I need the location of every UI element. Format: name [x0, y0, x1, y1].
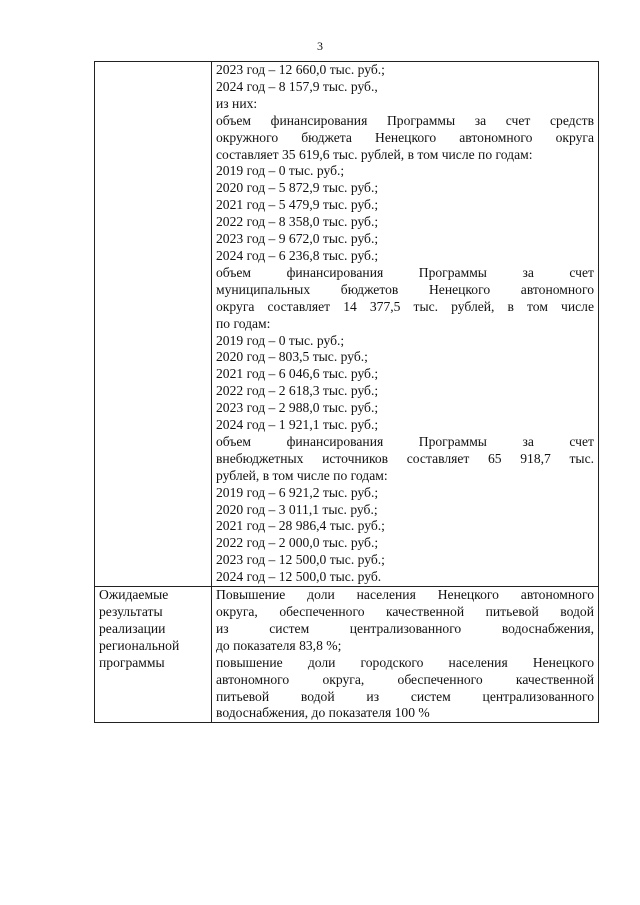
funding-text-line: из них:: [216, 95, 258, 111]
expected-results-text-line: питьевой водой из систем централизованного: [216, 688, 594, 704]
expected-results-content-cell: [212, 587, 599, 723]
funding-text-line: объем финансирования Программы за счет: [216, 264, 594, 280]
funding-text-line: 2023 год – 12 660,0 тыс. руб.;: [216, 62, 385, 77]
funding-text-line: 2021 год – 5 479,9 тыс. руб.;: [216, 197, 379, 213]
funding-text-line: 2019 год – 0 тыс. руб.;: [216, 332, 345, 348]
funding-text-line: объем финансирования Программы за счет средств: [216, 112, 594, 128]
funding-text-line: 2023 год – 9 672,0 тыс. руб.;: [216, 231, 379, 247]
expected-results-row: [95, 587, 599, 723]
funding-text-line: 2024 год – 12 500,0 тыс. руб.: [216, 569, 382, 585]
expected-results-label-line: программы: [99, 654, 165, 670]
expected-results-label-line: Ожидаемые: [99, 587, 169, 603]
funding-label-cell: [95, 62, 212, 587]
program-passport-table: [94, 61, 599, 723]
funding-text-line: 2020 год – 3 011,1 тыс. руб.;: [216, 501, 378, 517]
funding-text-line: 2024 год – 8 157,9 тыс. руб.,: [216, 78, 378, 94]
funding-text-line: объем финансирования Программы за счет: [216, 433, 594, 449]
funding-text-line: 2022 год – 2 000,0 тыс. руб.;: [216, 535, 379, 551]
expected-results-label-line: реализации: [99, 620, 166, 636]
funding-text-line: 2022 год – 2 618,3 тыс. руб.;: [216, 383, 379, 399]
expected-results-text-line: из систем централизованного водоснабжения,: [216, 620, 594, 636]
funding-row: [95, 62, 599, 587]
expected-results-label-line: региональной: [99, 637, 180, 653]
funding-content-cell: [212, 62, 599, 587]
funding-text-line: 2021 год – 28 986,4 тыс. руб.;: [216, 518, 385, 534]
funding-text-line: 2023 год – 2 988,0 тыс. руб.;: [216, 400, 379, 416]
expected-results-text-line: повышение доли городского населения Ненецкого: [216, 654, 594, 670]
funding-text-line: 2023 год – 12 500,0 тыс. руб.;: [216, 552, 385, 568]
expected-results-text-line: водоснабжения, до показателя 100 %: [216, 705, 430, 721]
funding-text-line: внебюджетных источников составляет 65 918,7 тыс.: [216, 450, 594, 466]
funding-text-line: 2019 год – 0 тыс. руб.;: [216, 163, 345, 179]
funding-text-line: муниципальных бюджетов Ненецкого автономного: [216, 281, 594, 297]
expected-results-text-line: автономного округа, обеспеченного качественной: [216, 671, 594, 687]
funding-text-line: по годам:: [216, 315, 271, 331]
funding-text-line: рублей, в том числе по годам:: [216, 467, 388, 483]
funding-text-line: 2024 год – 6 236,8 тыс. руб.;: [216, 247, 379, 263]
expected-results-text-line: Повышение доли населения Ненецкого автономного: [216, 587, 594, 603]
funding-text-line: 2019 год – 6 921,2 тыс. руб.;: [216, 484, 379, 500]
funding-text-line: 2022 год – 8 358,0 тыс. руб.;: [216, 214, 379, 230]
expected-results-label-cell: [95, 587, 212, 723]
page-number: 3: [317, 39, 323, 53]
funding-text-line: 2021 год – 6 046,6 тыс. руб.;: [216, 366, 379, 382]
funding-text-line: округа составляет 14 377,5 тыс. рублей, в том числе: [216, 298, 594, 314]
funding-text-line: 2024 год – 1 921,1 тыс. руб.;: [216, 417, 379, 433]
expected-results-text-line: округа, обеспеченного качественной питьевой водой: [216, 604, 594, 619]
funding-text-line: 2020 год – 5 872,9 тыс. руб.;: [216, 180, 379, 196]
expected-results-text-line: до показателя 83,8 %;: [216, 637, 342, 653]
funding-text-line: 2020 год – 803,5 тыс. руб.;: [216, 349, 368, 365]
funding-text-line: составляет 35 619,6 тыс. рублей, в том числе по годам:: [216, 146, 533, 162]
funding-text-line: окружного бюджета Ненецкого автономного округа: [216, 129, 594, 145]
expected-results-label-line: результаты: [99, 604, 163, 619]
